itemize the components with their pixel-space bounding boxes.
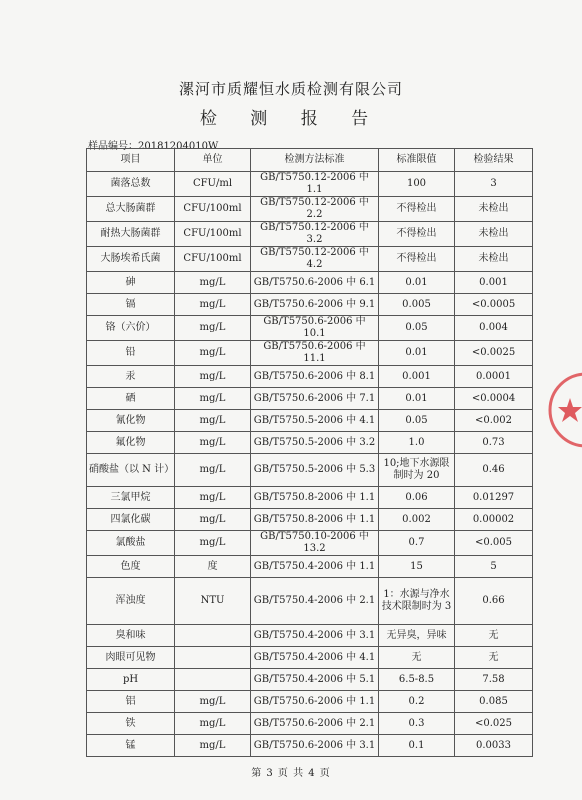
report-title: 检 测 报 告 [199,109,383,129]
cell-result: <0.0025 [455,341,533,366]
cell-unit: CFU/ml [175,172,251,197]
cell-result: 0.66 [455,578,533,625]
cell-result: 未检出 [455,197,533,222]
cell-limit: 无 [379,647,455,669]
cell-item: 铁 [87,713,175,735]
cell-limit: 0.01 [379,272,455,294]
cell-limit: 0.005 [379,294,455,316]
cell-item: 砷 [87,272,175,294]
table-row [87,713,533,735]
cell-item: 氯酸盐 [87,531,175,556]
cell-unit: CFU/100ml [175,247,251,272]
cell-result: 0.085 [455,691,533,713]
company-name: 漯河市质耀恒水质检测有限公司 [178,80,403,98]
cell-result: 0.73 [455,432,533,454]
cell-item: 三氯甲烷 [87,487,175,509]
cell-limit: 不得检出 [379,197,455,222]
cell-result: 未检出 [455,247,533,272]
cell-unit: CFU/100ml [175,197,251,222]
table-row [87,625,533,647]
cell-result: 3 [455,172,533,197]
cell-result: 7.58 [455,669,533,691]
cell-item: 总大肠菌群 [87,197,175,222]
cell-limit: 6.5-8.5 [379,669,455,691]
cell-result: 0.46 [455,454,533,487]
cell-result: 0.004 [455,316,533,341]
cell-result: 无 [455,647,533,669]
table-body [87,172,533,757]
cell-method: GB/T5750.4-2006 中 5.1 [251,669,379,691]
cell-unit: mg/L [175,531,251,556]
cell-method: GB/T5750.12-2006 中 3.2 [251,222,379,247]
cell-unit: mg/L [175,691,251,713]
cell-result: 0.001 [455,272,533,294]
table-row [87,366,533,388]
cell-item: 氟化物 [87,432,175,454]
cell-limit: 0.05 [379,410,455,432]
cell-result: 0.0001 [455,366,533,388]
table-row [87,197,533,222]
table-row [87,272,533,294]
cell-unit: NTU [175,578,251,625]
cell-method: GB/T5750.12-2006 中 1.1 [251,172,379,197]
table-row [87,454,533,487]
cell-limit: 0.001 [379,366,455,388]
cell-method: GB/T5750.4-2006 中 2.1 [251,578,379,625]
cell-item: 铝 [87,691,175,713]
cell-method: GB/T5750.10-2006 中 13.2 [251,531,379,556]
cell-item: 大肠埃希氏菌 [87,247,175,272]
cell-method: GB/T5750.5-2006 中 5.3 [251,454,379,487]
cell-result: <0.0004 [455,388,533,410]
table-row [87,531,533,556]
cell-item: 耐热大肠菌群 [87,222,175,247]
table-row [87,294,533,316]
cell-unit [175,625,251,647]
cell-unit [175,647,251,669]
table-row [87,316,533,341]
table-row [87,172,533,197]
cell-method: GB/T5750.6-2006 中 2.1 [251,713,379,735]
cell-limit: 1.0 [379,432,455,454]
cell-limit: 0.06 [379,487,455,509]
cell-unit: mg/L [175,366,251,388]
header-limit: 标准限值 [379,149,455,172]
cell-unit: mg/L [175,316,251,341]
cell-method: GB/T5750.12-2006 中 2.2 [251,197,379,222]
cell-item: 色度 [87,556,175,578]
cell-result: 无 [455,625,533,647]
cell-result: <0.025 [455,713,533,735]
cell-limit: 1：水源与净水技术限制时为 3 [379,578,455,625]
cell-unit: mg/L [175,272,251,294]
cell-method: GB/T5750.6-2006 中 1.1 [251,691,379,713]
cell-item: 浑浊度 [87,578,175,625]
table-row [87,222,533,247]
table-row [87,691,533,713]
cell-method: GB/T5750.6-2006 中 11.1 [251,341,379,366]
table-row [87,509,533,531]
results-table [86,148,533,757]
cell-limit: 10;地下水源限制时为 20 [379,454,455,487]
cell-limit: 0.01 [379,341,455,366]
cell-item: 四氯化碳 [87,509,175,531]
table-row [87,410,533,432]
cell-method: GB/T5750.6-2006 中 3.1 [251,735,379,757]
cell-limit: 无异臭，异味 [379,625,455,647]
table-row [87,669,533,691]
cell-unit: mg/L [175,735,251,757]
cell-unit [175,669,251,691]
table-row [87,556,533,578]
cell-limit: 0.3 [379,713,455,735]
header-item: 项目 [87,149,175,172]
cell-unit: CFU/100ml [175,222,251,247]
cell-item: 菌落总数 [87,172,175,197]
cell-method: GB/T5750.6-2006 中 10.1 [251,316,379,341]
cell-result: 0.0033 [455,735,533,757]
table-header-row [87,149,533,172]
table-row [87,647,533,669]
cell-method: GB/T5750.4-2006 中 1.1 [251,556,379,578]
cell-method: GB/T5750.6-2006 中 7.1 [251,388,379,410]
cell-limit: 0.05 [379,316,455,341]
cell-unit: mg/L [175,509,251,531]
cell-unit: mg/L [175,410,251,432]
cell-unit: mg/L [175,341,251,366]
cell-unit: mg/L [175,388,251,410]
cell-result: 5 [455,556,533,578]
cell-method: GB/T5750.5-2006 中 4.1 [251,410,379,432]
cell-unit: mg/L [175,454,251,487]
header-result: 检验结果 [455,149,533,172]
cell-unit: mg/L [175,294,251,316]
cell-item: 肉眼可见物 [87,647,175,669]
cell-limit: 0.2 [379,691,455,713]
cell-limit: 不得检出 [379,222,455,247]
cell-result: <0.0005 [455,294,533,316]
cell-item: pH [87,669,175,691]
header-unit: 单位 [175,149,251,172]
cell-method: GB/T5750.6-2006 中 6.1 [251,272,379,294]
cell-result: 未检出 [455,222,533,247]
table-row [87,432,533,454]
cell-item: 硝酸盐（以 N 计） [87,454,175,487]
cell-limit: 100 [379,172,455,197]
page-footer: 第 3 页 共 4 页 [251,768,331,779]
cell-limit: 0.002 [379,509,455,531]
cell-item: 臭和味 [87,625,175,647]
cell-method: GB/T5750.5-2006 中 3.2 [251,432,379,454]
table-row [87,735,533,757]
cell-limit: 0.7 [379,531,455,556]
cell-unit: mg/L [175,713,251,735]
cell-item: 汞 [87,366,175,388]
cell-limit: 0.01 [379,388,455,410]
table-row [87,487,533,509]
cell-limit: 不得检出 [379,247,455,272]
cell-item: 锰 [87,735,175,757]
table-row [87,578,533,625]
cell-result: 0.01297 [455,487,533,509]
cell-method: GB/T5750.4-2006 中 4.1 [251,647,379,669]
cell-method: GB/T5750.6-2006 中 8.1 [251,366,379,388]
cell-method: GB/T5750.8-2006 中 1.1 [251,509,379,531]
cell-limit: 15 [379,556,455,578]
header-method: 检测方法标准 [251,149,379,172]
cell-limit: 0.1 [379,735,455,757]
cell-item: 铬（六价） [87,316,175,341]
cell-method: GB/T5750.4-2006 中 3.1 [251,625,379,647]
cell-result: <0.002 [455,410,533,432]
sample-number: 样品编号：20181204010W [88,141,219,152]
cell-result: 0.00002 [455,509,533,531]
cell-item: 铅 [87,341,175,366]
cell-result: <0.005 [455,531,533,556]
cell-unit: mg/L [175,432,251,454]
table-row [87,247,533,272]
cell-item: 氰化物 [87,410,175,432]
red-seal-stamp [546,370,582,450]
cell-unit: 度 [175,556,251,578]
cell-unit: mg/L [175,487,251,509]
cell-item: 镉 [87,294,175,316]
cell-method: GB/T5750.6-2006 中 9.1 [251,294,379,316]
table-row [87,388,533,410]
cell-method: GB/T5750.8-2006 中 1.1 [251,487,379,509]
table-row [87,341,533,366]
cell-method: GB/T5750.12-2006 中 4.2 [251,247,379,272]
cell-item: 硒 [87,388,175,410]
